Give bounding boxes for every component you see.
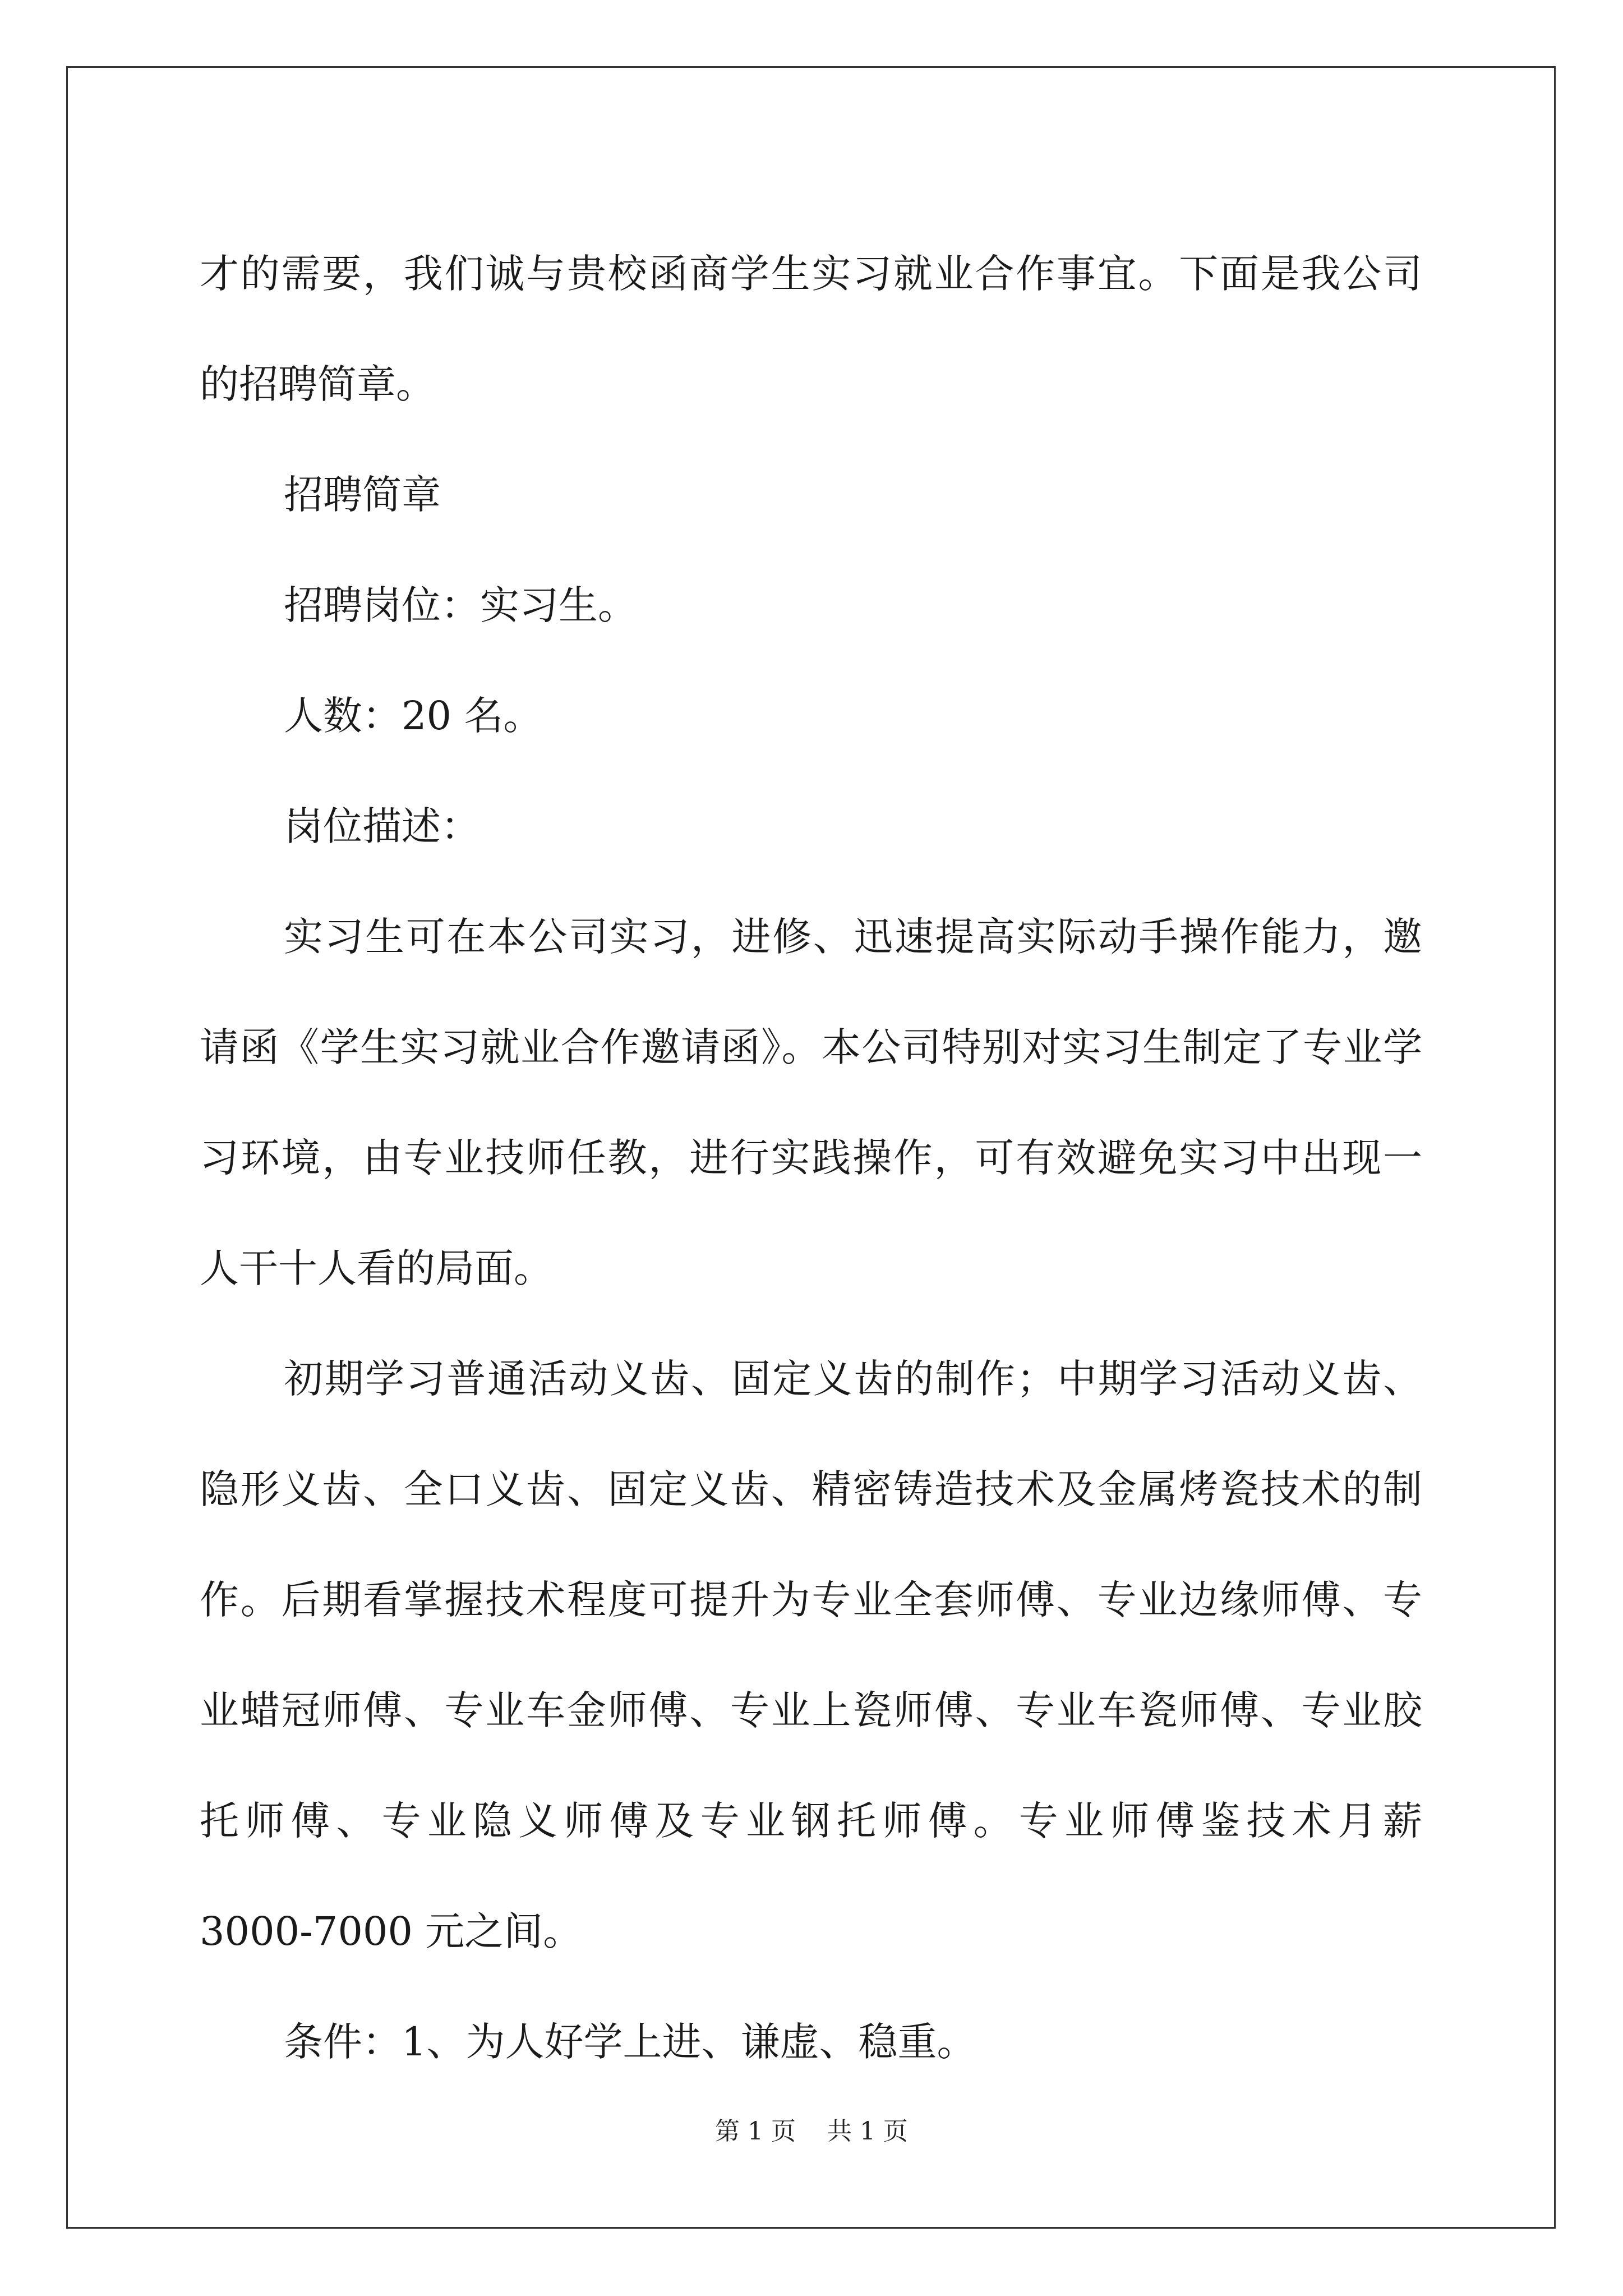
job-position: 招聘岗位：实习生。	[284, 582, 637, 628]
paragraph-line: 请函《学生实习就业合作邀请函》。本公司特别对实习生制定了专业学	[200, 1024, 1422, 1070]
paragraph-line: 托师傅、专业隐义师傅及专业钢托师傅。专业师傅鉴技术月薪	[200, 1798, 1422, 1844]
page-number: 第 1 页 共 1 页	[715, 2117, 908, 2146]
page-footer	[0, 2115, 1623, 2148]
paragraph-line: 业蜡冠师傅、专业车金师傅、专业上瓷师傅、专业车瓷师傅、专业胶	[200, 1687, 1422, 1733]
paragraph-line: 习环境，由专业技师任教，进行实践操作，可有效避免实习中出现一	[200, 1135, 1422, 1181]
section-heading: 招聘简章	[284, 472, 441, 518]
headcount: 人数：20 名。	[284, 693, 543, 739]
paragraph-line: 实习生可在本公司实习，进修、迅速提高实际动手操作能力，邀	[284, 914, 1422, 960]
paragraph-line: 人干十人看的局面。	[200, 1245, 553, 1291]
paragraph-line: 3000-7000 元之间。	[200, 1908, 583, 1954]
paragraph-line: 隐形义齿、全口义齿、固定义齿、精密铸造技术及金属烤瓷技术的制	[200, 1466, 1422, 1512]
description-label: 岗位描述：	[284, 803, 480, 849]
paragraph-line: 才的需要，我们诚与贵校函商学生实习就业合作事宜。下面是我公司	[200, 251, 1422, 297]
paragraph-line: 初期学习普通活动义齿、固定义齿的制作；中期学习活动义齿、	[284, 1356, 1422, 1402]
conditions-line: 条件：1、为人好学上进、谦虚、稳重。	[284, 2019, 976, 2065]
document-body	[200, 219, 1422, 2097]
paragraph-line: 的招聘简章。	[200, 361, 435, 407]
paragraph-line: 作。后期看掌握技术程度可提升为专业全套师傅、专业边缘师傅、专	[200, 1577, 1422, 1623]
